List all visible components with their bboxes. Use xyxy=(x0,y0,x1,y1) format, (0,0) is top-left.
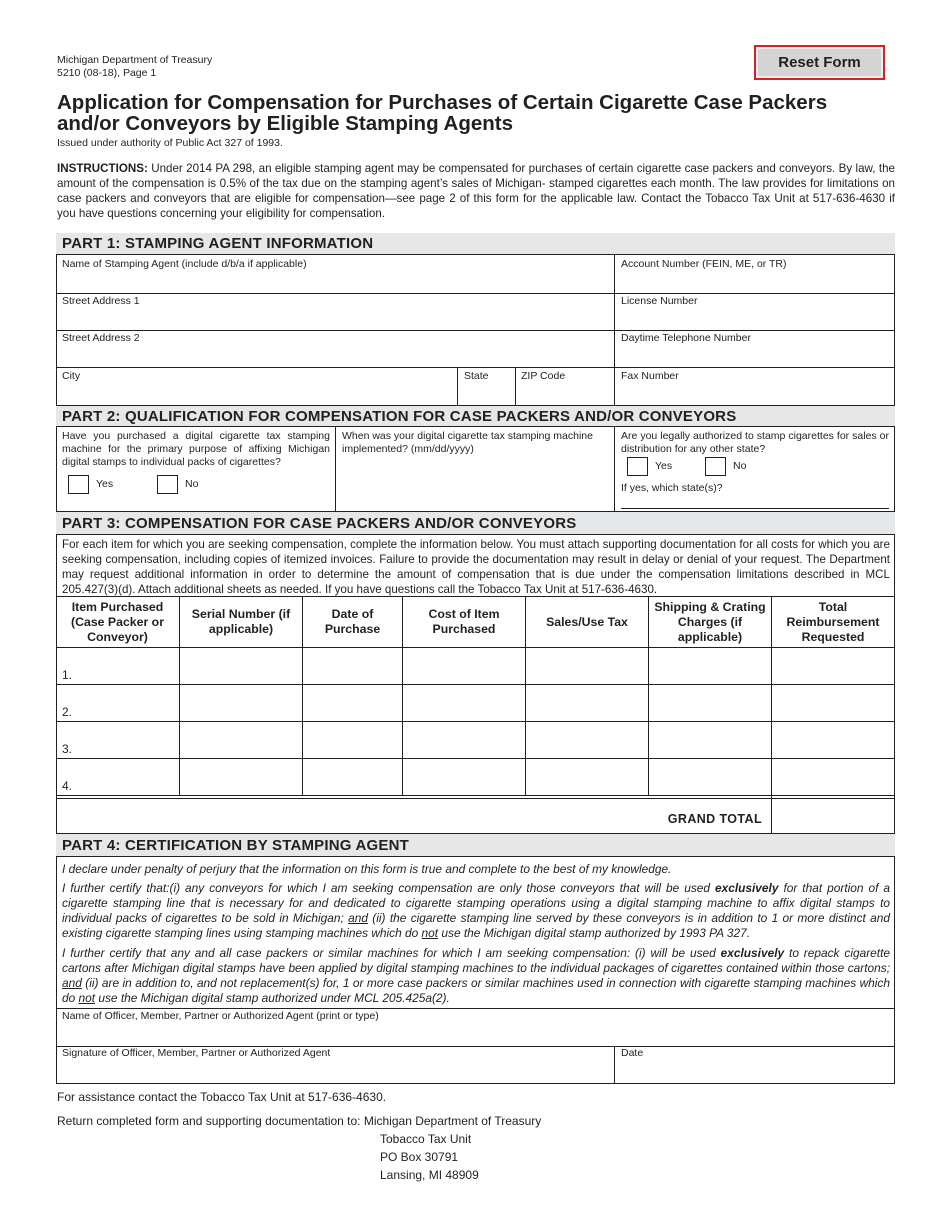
table-row[interactable] xyxy=(76,648,178,684)
q1-yes-label: Yes xyxy=(96,478,114,490)
table-row-number: 1. xyxy=(62,668,73,682)
name-label: Name of Stamping Agent (include d/b/a if applicable) xyxy=(62,258,307,270)
address-line-2: PO Box 30791 xyxy=(380,1150,459,1164)
authority-text: Issued under authority of Public Act 327 of 1993. xyxy=(57,137,283,149)
table-row[interactable] xyxy=(76,722,178,758)
q1-yes-checkbox[interactable] xyxy=(68,475,89,494)
q1-no-label: No xyxy=(185,478,199,490)
instructions xyxy=(57,161,895,221)
street2-input[interactable] xyxy=(60,347,610,366)
grand-total-input[interactable] xyxy=(772,799,894,833)
zip-input[interactable] xyxy=(518,385,612,404)
which-states-label: If yes, which state(s)? xyxy=(621,482,723,494)
col-total-reimbursement: Total Reimbursement Requested xyxy=(786,599,880,644)
q2-text: When was your digital cigarette tax stamping machine implemented? (mm/dd/yyyy) xyxy=(342,430,593,455)
fax-input[interactable] xyxy=(618,385,892,404)
officer-name-input[interactable] xyxy=(60,1025,890,1045)
reset-form-button[interactable]: Reset Form xyxy=(754,45,885,80)
table-row-number: 4. xyxy=(62,779,73,793)
table-row[interactable] xyxy=(76,685,178,721)
which-states-input[interactable] xyxy=(621,492,889,507)
name-input[interactable] xyxy=(60,273,610,292)
return-text: Return completed form and supporting documentation to: Michigan Department of Treasury xyxy=(57,1114,542,1128)
col-shipping-crating: Shipping & Crating Charges (if applicable) xyxy=(654,599,766,644)
q3-yes-label: Yes xyxy=(655,460,673,472)
street2-label: Street Address 2 xyxy=(62,332,140,344)
col-serial-number: Serial Number (if applicable) xyxy=(191,607,291,636)
implementation-date-input[interactable] xyxy=(340,458,610,508)
q3-text: Are you legally authorized to stamp cigarettes for sales or distribution for any other state? xyxy=(621,430,889,455)
address-line-1: Tobacco Tax Unit xyxy=(380,1132,472,1146)
account-label: Account Number (FEIN, ME, or TR) xyxy=(621,258,787,270)
q1-text: Have you purchased a digital cigarette tax stamping machine for the primary purpose of affixing Michigan digital stamps to individual packs of cigarettes? xyxy=(62,430,330,468)
date-label: Date xyxy=(621,1047,644,1059)
q3-no-label: No xyxy=(733,460,747,472)
assistance-text: For assistance contact the Tobacco Tax Unit at 517-636-4630. xyxy=(57,1090,387,1104)
col-item-purchased: Item Purchased (Case Packer or Conveyor) xyxy=(71,599,164,644)
part3-instructions: For each item for which you are seeking compensation, complete the information below. You must attach supporting documentation for all costs for which you are seeking compensation, including copies of itemized invoices. Failure to provide the documentation may result in delay or denial of your request. The Department may request additional information in order to determine the amount of compensation that is due under the compensation limitations described in MCL 205.427(3)(d). Attach additional sheets as needed. If you have questions call the Tobacco Tax Unit at 517-636-4630. xyxy=(62,538,890,596)
table-row-number: 3. xyxy=(62,742,73,756)
part2-header: PART 2: QUALIFICATION FOR COMPENSATION FOR CASE PACKERS AND/OR CONVEYORS xyxy=(56,405,895,427)
state-input[interactable] xyxy=(460,385,512,404)
col-sales-use-tax: Sales/Use Tax xyxy=(546,614,628,629)
certification-p3: I further certify that any and all case packers or similar machines for which I am seeking compensation: (i) will be used exclusively to repack cigarette cartons after Michigan digital stamps have been applied by digital stamping machines to the individual packages of cigarettes contained within those cartons; and (ii) are in addition to, and not replacement(s) for, 1 or more case packers or similar machines used in connection with cigarette stamping machines which do not use the Michigan digital stamp authorized under MCL 205.425a(2). xyxy=(62,946,890,1005)
table-row-number: 2. xyxy=(62,705,73,719)
account-input[interactable] xyxy=(618,273,892,292)
col-cost-of-item: Cost of Item Purchased xyxy=(428,607,500,636)
phone-label: Daytime Telephone Number xyxy=(621,332,751,344)
instructions-text: Under 2014 PA 298, an eligible stamping agent may be compensated for purchases of certain cigarette case packers and conveyors. By law, the amount of the compensation is 0.5% of the tax due on the stamping agent’s sales of Michigan- stamped cigarettes each month. The law provides for limitations on case packers and conveyors that are eligible for compensation—see page 2 of this form for the applicable law. Contact the Tobacco Tax Unit at 517-636-4630 if you have questions concerning your eligibility for compensation. xyxy=(57,162,895,220)
city-input[interactable] xyxy=(60,385,454,404)
state-label: State xyxy=(464,370,489,382)
officer-name-label: Name of Officer, Member, Partner or Authorized Agent (print or type) xyxy=(62,1010,379,1022)
q3-yes-checkbox[interactable] xyxy=(627,457,648,476)
zip-label: ZIP Code xyxy=(521,370,566,382)
part3-header: PART 3: COMPENSATION FOR CASE PACKERS AND/OR CONVEYORS xyxy=(56,511,895,535)
street1-label: Street Address 1 xyxy=(62,295,140,307)
grand-total-label: GRAND TOTAL xyxy=(667,812,762,826)
title-line-2: and/or Conveyors by Eligible Stamping Agents xyxy=(57,112,514,135)
certification-p2: I further certify that:(i) any conveyors for which I am seeking compensation are only those conveyors that will be used exclusively for that portion of a cigarette stamping line that is necessary for and dedicated to cigarette stamping operations using a digital stamping machine to affix digital stamps to individual packs of cigarettes to be sold in Michigan; and (ii) the cigarette stamping line served by these conveyors is in addition to 1 or more distinct and existing cigarette stamping lines using stamping machines which do not use the Michigan digital stamp authorized by 1993 PA 327. xyxy=(62,881,890,940)
form-id: 5210 (08-18), Page 1 xyxy=(57,67,157,79)
license-label: License Number xyxy=(621,295,698,307)
page-title xyxy=(57,92,897,134)
q3-no-checkbox[interactable] xyxy=(705,457,726,476)
phone-input[interactable] xyxy=(618,347,892,366)
title-line-1: Application for Compensation for Purchases of Certain Cigarette Case Packers xyxy=(57,91,828,114)
fax-label: Fax Number xyxy=(621,370,679,382)
instructions-label: INSTRUCTIONS: xyxy=(57,162,148,175)
signature-field[interactable] xyxy=(60,1062,610,1082)
certification-p1: I declare under penalty of perjury that the information on this form is true and complete to the best of my knowledge. xyxy=(62,862,672,876)
table-row[interactable] xyxy=(76,759,178,795)
address-line-3: Lansing, MI 48909 xyxy=(380,1168,479,1182)
q1-no-checkbox[interactable] xyxy=(157,475,178,494)
signature-label: Signature of Officer, Member, Partner or Authorized Agent xyxy=(62,1047,331,1059)
city-label: City xyxy=(62,370,81,382)
part1-header: PART 1: STAMPING AGENT INFORMATION xyxy=(56,233,895,255)
col-date-of-purchase: Date of Purchase xyxy=(324,607,381,636)
part4-header: PART 4: CERTIFICATION BY STAMPING AGENT xyxy=(56,833,895,857)
agency-name: Michigan Department of Treasury xyxy=(57,54,213,66)
license-input[interactable] xyxy=(618,310,892,329)
street1-input[interactable] xyxy=(60,310,610,329)
date-input[interactable] xyxy=(618,1062,892,1082)
